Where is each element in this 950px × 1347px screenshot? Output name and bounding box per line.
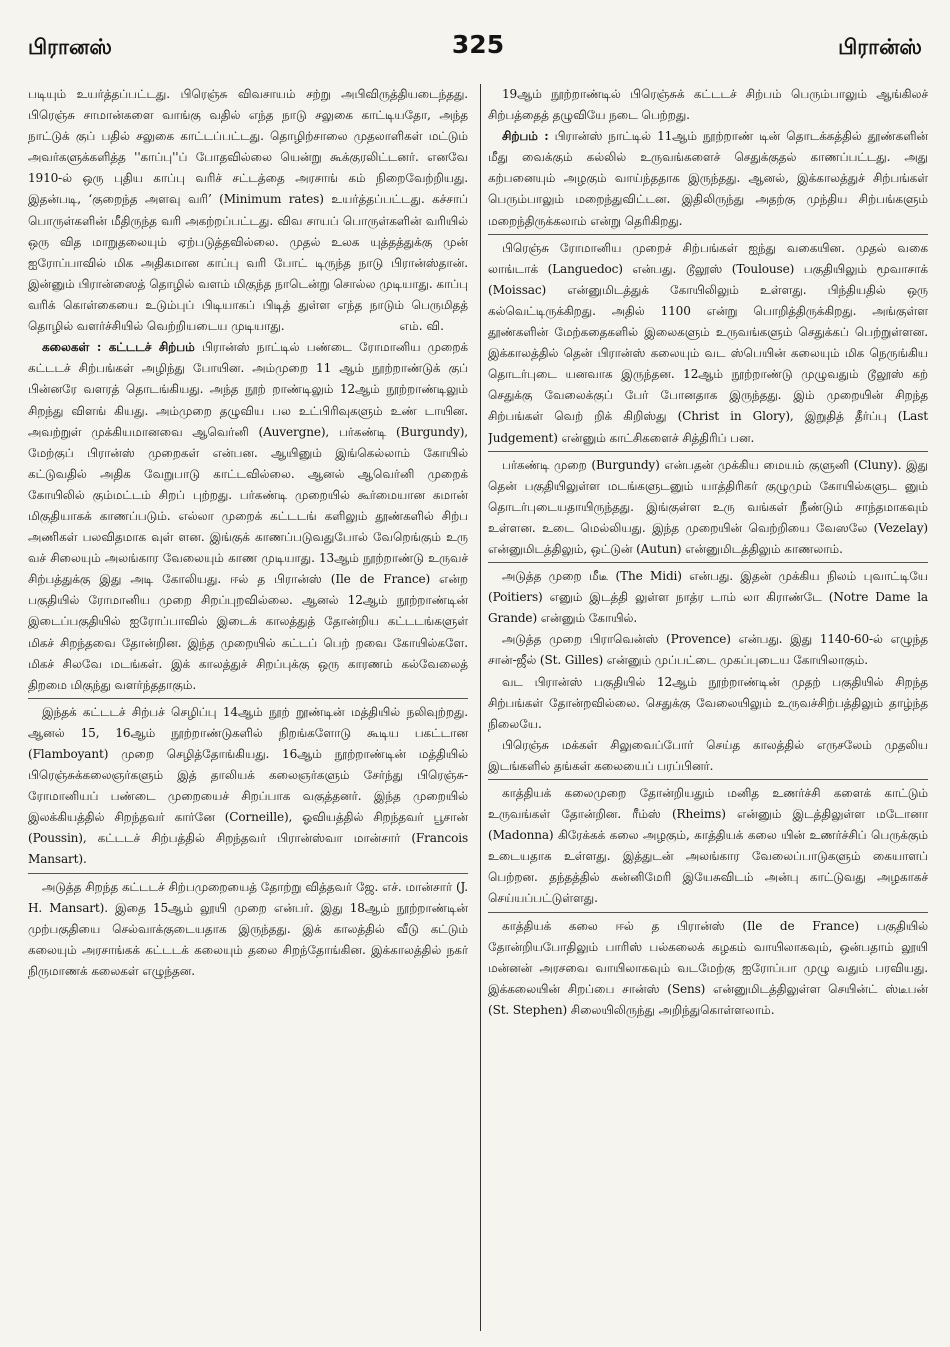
page-number: 325	[451, 30, 505, 59]
section-heading: சிற்பம் :	[502, 129, 549, 144]
paragraph: வட பிரான்ஸ் பகுதியில் 12ஆம் நூற்றாண்டின் முதற் பகுதியில் சிறந்த சிற்பங்கள் தோன்றவில்லை. செதுக்கு வேலையிலும் உருவச்சிற்பத்திலும் தாழ்ந்த நிலையே.	[488, 674, 928, 731]
divider	[488, 562, 928, 563]
right-column	[488, 84, 928, 1331]
author-initials: எம். வி.	[399, 319, 444, 334]
paragraph: பர்கண்டி முறை (Burgundy) என்பதன் முக்கிய மையம் குளுனி (Cluny). இது தென் பகுதியிலுள்ள மடங்களுடனும் யாத்திரிகர் குழுமும் கோயில்களுட னும் தொடர்புடையதாயிருந்தது. இங்குள்ள உரு வங்கள் நீண்டும் சாந்தமாகவும் உள்ளன. உடை மெல்லியது. இந்த முறையின் வெற்றியை வேஸலே (Vezelay) என்னுமிடத்திலும், ஒட்டுன் (Autun) என்னுமிடத்திலும் காணலாம்.	[488, 457, 928, 556]
paragraph: 19ஆம் நூற்றாண்டில் பிரெஞ்சுக் கட்டடச் சிற்பம் பெரும்பாலும் ஆங்கிலச் சிற்பத்தைத் தழுவியே நடை பெற்றது.	[488, 87, 928, 123]
section-heading: கலைகள் : கட்டடச் சிற்பம்	[42, 340, 195, 355]
left-column	[28, 84, 468, 1331]
paragraph: பிரெஞ்சு மக்கள் சிலுவைப்போர் செய்த காலத்தில் எருசலேம் முதலிய இடங்களில் தங்கள் கலையைப் பரப்பினர்.	[488, 737, 928, 773]
divider	[28, 873, 468, 874]
running-head-right: பிரான்ஸ்	[838, 34, 922, 59]
divider	[488, 234, 928, 235]
running-head-left: பிரானஸ்	[28, 34, 112, 59]
divider	[28, 698, 468, 699]
paragraph: அடுத்த சிறந்த கட்டடச் சிற்பமுறையைத் தோற்று வித்தவர் ஜே. எச். மான்சார் (J. H. Mansart). இதை 15ஆம் லூயி முறை என்பர். இது 18ஆம் நூற்றாண்டின் முற்பகுதியை செல்வாக்குடையதாக இருந்தது. இக் காலத்தில் வீடு கட்டும் கலையும் அரசாங்கக் கட்டடக் கலையும் தலை சிறந்தோங்கின. இக்காலத்தில் நகர் நிருமாணக் கலைகள் எழுந்தன.	[28, 879, 468, 978]
paragraph: அடுத்த முறை மீடீ (The Midi) என்பது. இதன் முக்கிய நிலம் புவாட்டியே (Poitiers) எனும் இடத்தி லுள்ள நாத்ர டாம் லா கிராண்டே (Notre Dame la Grande) என்னும் கோயில்.	[488, 569, 928, 626]
paragraph-text: பிரான்ஸ் நாட்டில் 11ஆம் நூற்றாண் டின் தொடக்கத்தில் தூண்களின் மீது வைக்கும் கல்லில் உருவங்களைச் செதுக்குதல் காணப்பட்டது. அது கற்பனையும் அழகும் வாய்ந்ததாக இருந்தது. ஆனல், இக்காலத்துச் சிற்பங்கள் பெரும்பாலும் மறைந்துவிட்டன. இதிலிருந்து அதற்கு முந்திய சிற்பங்களும் மறைந்திருக்கலாம் என்று தெரிகிறது.	[488, 129, 928, 228]
text-columns	[28, 84, 928, 1331]
paragraph: அடுத்த முறை பிராவென்ஸ் (Provence) என்பது. இது 1140-60-ல் எழுந்த சான்-ஜீல் (St. Gilles) என்னும் முப்பட்டை முகப்புடைய கோயிலாகும்.	[488, 632, 928, 668]
paragraph-text: பிரான்ஸ் நாட்டில் பண்டை ரோமானிய முறைக் கட்டடச் சிற்பங்கள் அழிந்து போயின. அம்முறை 11 ஆம் நூற்றாண்டுக் குப் பின்னரே வளரத் தொடங்கியது. அந்த நூற் றாண்டிலும் 12ஆம் நூற்றாண்டிலும் சிறந்து விளங் கியது. அம்முறை தழுவிய பல உட்பிரிவுகளும் உண் டாயின. அவற்றுள் முக்கியமானவை ஆவெர்னி (Auvergne), பர்கண்டி (Burgundy), மேற்குப் பிரான்ஸ் முறைகள் என்பன. ஆயினும் இங்கெல்லாம் கோயில் கட்டுவதில் அதிக வேறுபாடு காட்டவில்லை. ஆனல் ஆவெர்னி முறைக் கோயிலில் கும்மட்டம் சிறப் புற்றது. பர்கண்டி முறையில் கூர்மையான கமான் மிகுதியாகக் காணப்படும். எல்லா முறைக் கட்டடங் களிலும் தூண்களில் சிற்ப அணிகள் பலவிதமாக வுள் ளன. இங்குக் காணப்படுவதுபோல் வேறெங்கும் உரு வச் சிலையும் அலங்கார வேலையும் காண முடியாது. 13ஆம் நூற்றாண்டு உருவச் சிற்பத்துக்கு இது அடி கோலியது. ஈல் த பிரான்ஸ் (Ile de France) என்ற பகுதியில் ரோமானிய முறை சிறப்புறவில்லை. ஆனல் 12ஆம் நூற்றாண்டின் இடைப்பகுதியில் ஐரோப்பாவில் இடைக் காலத்துத் தோன்றிய கட்டடங்களுள் மிகச் சிறந்தவை தோன்றின. இந்த முறையில் கட்டப் பெற் றவை கோயில்களே. மிகச் சிலவே மடங்கள். இக் காலத்துச் சிறப்புக்கு ஒரு காரணம் கல்வேலைத் திறமை மிகுந்து வளர்ந்ததாகும்.	[28, 340, 468, 692]
paragraph: காத்தியக் கலை ஈல் த பிரான்ஸ் (Ile de France) பகுதியில் தோன்றியபோதிலும் பாரிஸ் பல்கலைக் கழகம் வாயிலாகவும், ஒன்பதாம் லூயி மன்னன் அரசவை வாயிலாகவும் வடமேற்கு ஐரோப்பா முழு வதும் பரவியது. இக்கலையின் சிறப்பை சான்ஸ் (Sens) என்னுமிடத்திலுள்ள செயின்ட் ஸ்டீபன் (St. Stephen) சிலையிலிருந்து அறிந்துகொள்ளலாம்.	[488, 918, 928, 1017]
divider	[488, 779, 928, 780]
page-header	[28, 26, 928, 66]
column-rule	[480, 84, 481, 1331]
divider	[488, 451, 928, 452]
paragraph: இந்தக் கட்டடச் சிற்பச் செழிப்பு 14ஆம் நூற் றூண்டின் மத்தியில் நலிவுற்றது. ஆனல் 15, 16ஆம் நூற்றாண்டுகளில் நிறங்களோடு கூடிய பகட்டான (Flamboyant) முறை செழித்தோங்கியது. 16ஆம் நூற்றாண்டின் மத்தியில் பிரெஞ்சுக்கலைஞர்களும் இத் தாலியக் கலைஞர்களும் சேர்ந்து பிரெஞ்சு-ரோமானியப் பண்டை முறையைச் சிறப்பாக வகுத்தனர். இந்த முறையில் இலக்கியத்தில் சிறந்தவர் கார்னே (Corneille), ஓவியத்தில் சிறந்தவர் பூசான் (Poussin), கட்டடச் சிற்பத்தில் சிறந்தவர் பிரான்ஸ்வா மான்சார் (Francois Mansart).	[28, 704, 468, 867]
paragraph	[28, 337, 468, 696]
paragraph	[488, 126, 928, 231]
paragraph: படியும் உயர்த்தப்பட்டது. பிரெஞ்சு விவசாயம் சற்று அபிவிருத்தியடைந்தது. பிரெஞ்சு சாமான்களை வாங்கு வதில் எந்த நாடு சலுகை காட்டியதோ, அந்த நாட்டுக் குப் பதில் சலுகை காட்டப்பட்டது. தொழிற்சாலை முதலாளிகள் மட்டும் அவர்களுக்களித்த ''காப்பு''ப் போதவில்லை யென்று கூக்குரலிட்டனர். எனவே 1910-ல் ஒரு புதிய காப்பு வரிச் சட்டத்தை அரசாங் கம் நிறைவேற்றியது. இதன்படி, ‘குறைந்த அளவு வரி’ (Minimum rates) உயர்த்தப்பட்டது. கச்சாப் பொருள்களின் மீதிருந்த வரி அகற்றப்பட்டது. விவ சாயப் பொருள்களின் வரியில் ஒரு வித மாறுதலையும் ஏற்படுத்தவில்லை. முதல் உலக யுத்தத்துக்கு முன் ஐரோப்பாவில் மிக அதிகமான காப்பு வரி போட் டிருந்த நாடு பிரான்ஸ்தான். இன்னும் பிரான்ஸைத் தொழில் வளம் மிகுந்த நாடென்று சொல்ல முடியாது. காப்பு வரிக் கொள்கையை உடும்புப் பிடியாகப் பிடித் துள்ள எந்த நாடும் பெருமிதத் தொழில் வளர்ச்சியில் வெற்றியடைய முடியாது.	[28, 87, 468, 334]
divider	[488, 912, 928, 913]
paragraph: காத்தியக் கலைமுறை தோன்றியதும் மனித உணர்ச்சி களைக் காட்டும் உருவங்கள் தோன்றின. ரீம்ஸ் (Rheims) என்னும் இடத்திலுள்ள மடோனா (Madonna) கிரேக்கக் கலை அழகும், காத்தியக் கலை யின் உணர்ச்சிப் பெருக்கும் உடையதாக உள்ளது. இத்துடன் அலங்கார வேலைப்பாடுகளும் கையாளப் பெற்றன. தந்தத்தில் கன்னிமேரி இயேசுவிடம் அன்பு காட்டுவது அழகாகச் செய்யப்பட்டுள்ளது.	[488, 786, 928, 906]
paragraph: பிரெஞ்சு ரோமானிய முறைச் சிற்பங்கள் ஐந்து வகையின. முதல் வகை லாங்டாக் (Languedoc) என்பது. டூலூஸ் (Toulouse) பகுதியிலும் மூவாசாக் (Moissac) என்னுமிடத்துக் கோயிலிலும் உள்ளது. பிந்தியதில் ஒரு கல்வெட்டிருக்கிறது. அதில் 1100 என்று பொறித்திருக்கிறது. அங்குள்ள தூண்களின் மேற்கதைகளில் இலைகளும் உருவங்களும் செதுக்கப் பெற்றுள்ளன. இக்காலத்தில் தென் பிரான்ஸ் கலையும் வட ஸ்பெயின் கலையும் மிக நெருங்கிய தொடர்புடை யனவாக இருந்தன. 12ஆம் நூற்றாண்டு முழுவதும் டூலூஸ் கற் செதுக்கு வேலைக்குப் பேர் போனதாக இருந்தது. இம் முறையின் சிறந்த சிற்பங்கள் வெற் றிக் கிறிஸ்து (Christ in Glory), இறுதித் தீர்ப்பு (Last Judgement) என்னும் காட்சிகளைச் சித்திரிப் பன.	[488, 240, 928, 445]
